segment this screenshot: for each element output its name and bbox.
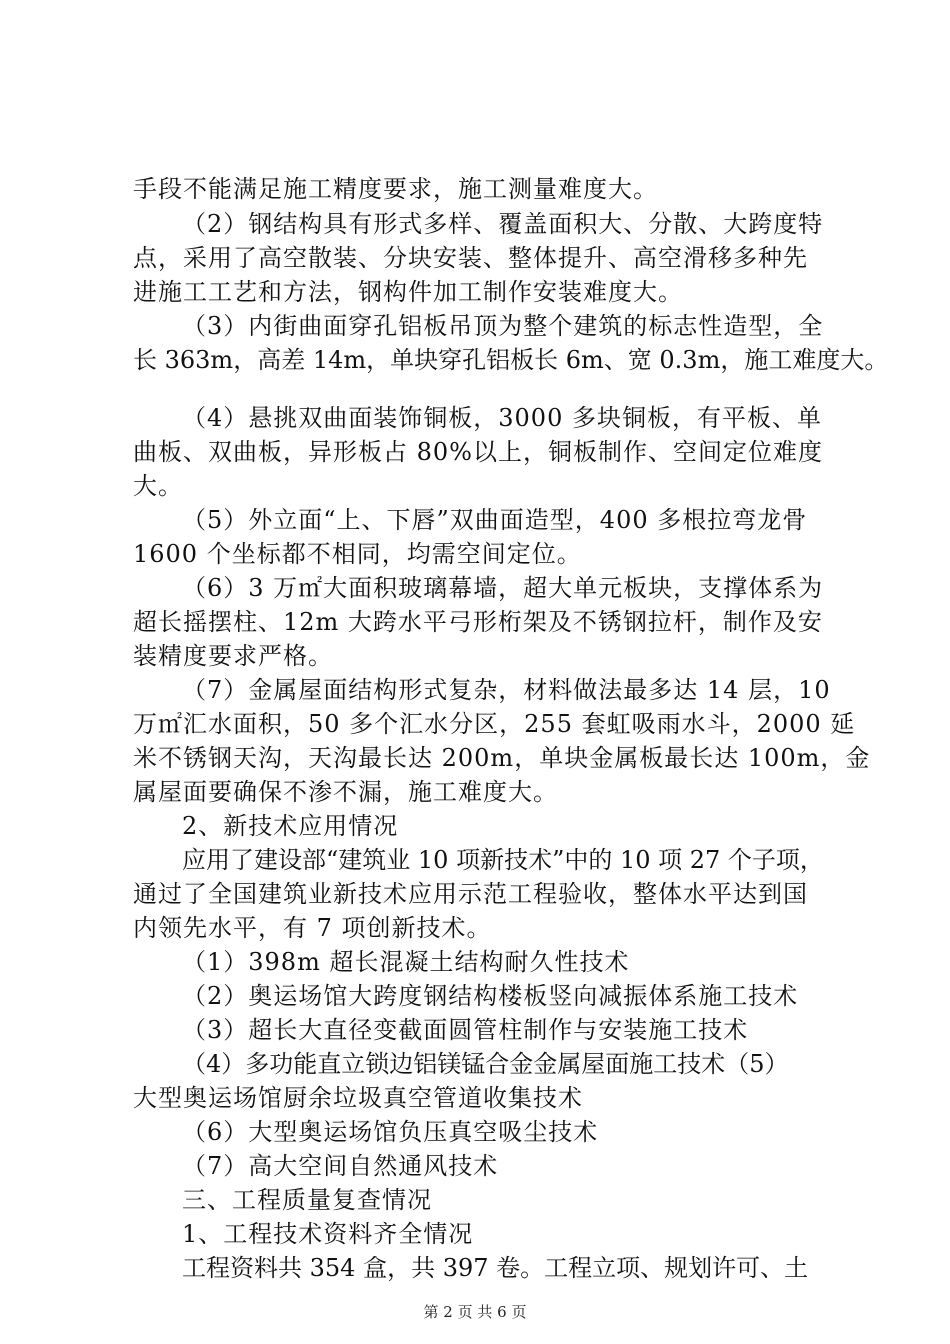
text-line: 大。 [133, 472, 183, 500]
text-line: 工程资料共 354 盒，共 397 卷。工程立项、规划许可、土 [182, 1254, 809, 1282]
section-heading: 2、新技术应用情况 [182, 812, 399, 840]
list-item: （1）398m 超长混凝土结构耐久性技术 [182, 948, 630, 976]
text-line: 通过了全国建筑业新技术应用示范工程验收，整体水平达到国 [133, 880, 808, 908]
text-line: 点，采用了高空散装、分块安装、整体提升、高空滑移多种先 [133, 244, 808, 272]
text-line: 装精度要求严格。 [133, 642, 333, 670]
text-line: 内领先水平，有 7 项创新技术。 [133, 914, 492, 942]
text-line: 超长摇摆柱、12m 大跨水平弓形桁架及不锈钢拉杆，制作及安 [133, 608, 823, 636]
text-line: （5）外立面“上、下唇”双曲面造型，400 多根拉弯龙骨 [182, 506, 808, 534]
text-line: （4）悬挑双曲面装饰铜板，3000 多块铜板，有平板、单 [182, 404, 822, 432]
text-line: 1600 个坐标都不相同，均需空间定位。 [133, 540, 582, 568]
text-line: 属屋面要确保不渗不漏，施工难度大。 [133, 778, 558, 806]
text-line: 应用了建设部“建筑业 10 项新技术”中的 10 项 27 个子项， [182, 846, 824, 874]
section-heading: 1、工程技术资料齐全情况 [182, 1220, 474, 1248]
text-line: 手段不能满足施工精度要求，施工测量难度大。 [133, 175, 658, 203]
list-item: （2）奥运场馆大跨度钢结构楼板竖向减振体系施工技术 [182, 982, 799, 1010]
text-line: 长 363m，高差 14m，单块穿孔铝板长 6m、宽 0.3m，施工难度大。 [133, 346, 889, 374]
list-item: （7）高大空间自然通风技术 [182, 1152, 499, 1180]
page-footer: 第 2 页 共 6 页 [423, 1303, 527, 1321]
section-heading: 三、工程质量复查情况 [182, 1186, 432, 1214]
text-line: 万㎡汇水面积，50 多个汇水分区，255 套虹吸雨水斗，2000 延 [133, 710, 856, 738]
list-item: 大型奥运场馆厨余垃圾真空管道收集技术 [133, 1084, 583, 1112]
text-line: 进施工工艺和方法，钢构件加工制作安装难度大。 [133, 278, 683, 306]
list-item: （3）超长大直径变截面圆管柱制作与安装施工技术 [182, 1016, 749, 1044]
text-line: （2）钢结构具有形式多样、覆盖面积大、分散、大跨度特 [182, 210, 824, 238]
text-line: 曲板、双曲板，异形板占 80%以上，铜板制作、空间定位难度 [133, 438, 823, 466]
text-line: （7）金属屋面结构形式复杂，材料做法最多达 14 层，10 [182, 676, 831, 704]
text-line: （3）内街曲面穿孔铝板吊顶为整个建筑的标志性造型，全 [182, 312, 824, 340]
text-line: 米不锈钢天沟，天沟最长达 200m，单块金属板最长达 100m，金 [133, 744, 871, 772]
text-line: （6）3 万㎡大面积玻璃幕墙，超大单元板块，支撑体系为 [182, 574, 824, 602]
list-item: （6）大型奥运场馆负压真空吸尘技术 [182, 1118, 599, 1146]
list-item: （4）多功能直立锁边铝镁锰合金金属屋面施工技术（5） [182, 1050, 789, 1078]
